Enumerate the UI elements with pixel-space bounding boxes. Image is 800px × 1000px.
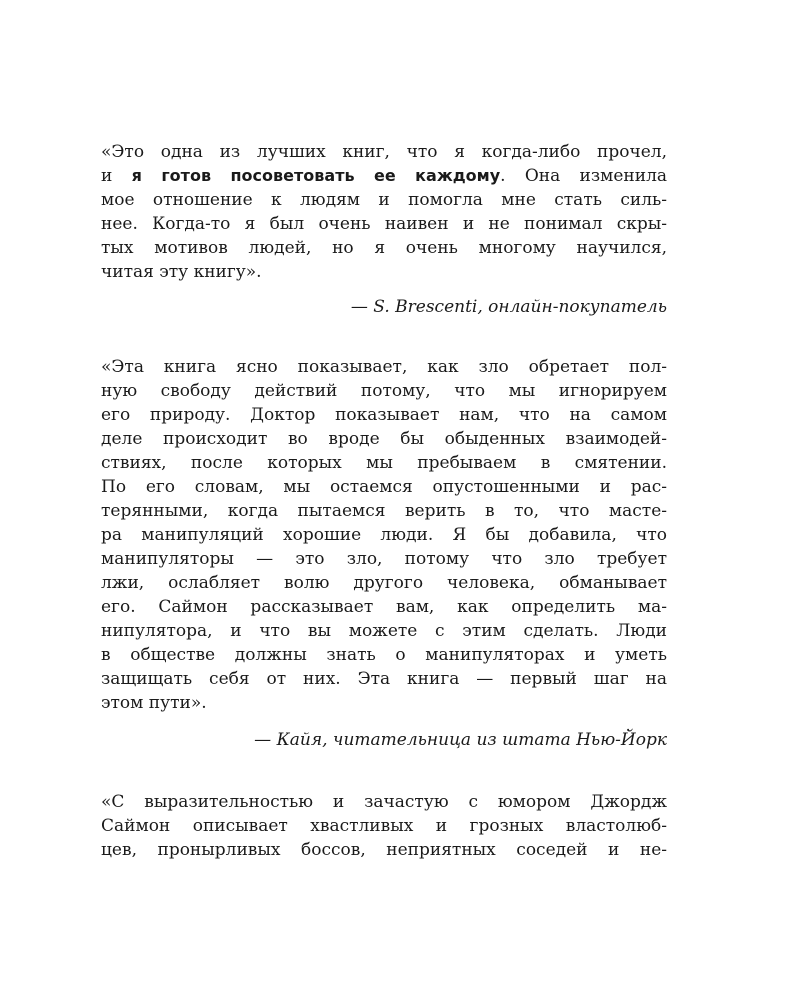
quote-line: тых мотивов людей, но я очень многому научился,	[101, 238, 667, 258]
quote-line: нипулятора, и что вы можете с этим сделать. Люди	[101, 621, 667, 641]
review-attribution-2: — Кайя, читательница из штата Нью-Йорк	[254, 730, 667, 750]
quote-line: По его словам, мы остаемся опустошенными и рас-	[101, 477, 667, 497]
quote-line: его. Саймон рассказывает вам, как определить ма-	[101, 597, 667, 617]
quote-line: нее. Когда-то я был очень наивен и не понимал скры-	[101, 214, 667, 234]
quote-line: «Это одна из лучших книг, что я когда-либо прочел,	[101, 142, 667, 162]
quote-line: ра манипуляций хорошие люди. Я бы добавила, что	[101, 525, 667, 545]
quote-line: «С выразительностью и зачастую с юмором Джордж	[101, 792, 667, 812]
quote-text: . Она изменила	[500, 166, 667, 186]
quote-line: деле происходит во вроде бы обыденных взаимодей-	[101, 429, 667, 449]
quote-text: и	[101, 166, 132, 186]
quote-line: Саймон описывает хвастливых и грозных властолюб-	[101, 816, 667, 836]
quote-line: его природу. Доктор показывает нам, что на самом	[101, 405, 667, 425]
review-attribution-1: — S. Brescenti, онлайн-покупатель	[350, 297, 667, 317]
quote-line	[101, 164, 667, 188]
review-quote-1	[101, 140, 667, 284]
quote-line: защищать себя от них. Эта книга — первый шаг на	[101, 669, 667, 689]
quote-line: лжи, ослабляет волю другого человека, обманывает	[101, 573, 667, 593]
quote-line: цев, пронырливых боссов, неприятных соседей и не-	[101, 840, 667, 860]
quote-line: ную свободу действий потому, что мы игнорируем	[101, 381, 667, 401]
review-quote-3	[101, 790, 667, 862]
quote-line: читая эту книгу».	[101, 262, 262, 282]
quote-line: мое отношение к людям и помогла мне стать силь-	[101, 190, 667, 210]
quote-line: этом пути».	[101, 693, 207, 713]
review-quote-2	[101, 355, 667, 715]
quote-line: в обществе должны знать о манипуляторах и уметь	[101, 645, 667, 665]
quote-line: ствиях, после которых мы пребываем в смятении.	[101, 453, 667, 473]
quote-emphasis: я готов посоветовать ее каждому	[131, 166, 501, 185]
quote-line: терянными, когда пытаемся верить в то, что масте-	[101, 501, 667, 521]
quote-line: «Эта книга ясно показывает, как зло обретает пол-	[101, 357, 667, 377]
quote-line: манипуляторы — это зло, потому что зло требует	[101, 549, 667, 569]
